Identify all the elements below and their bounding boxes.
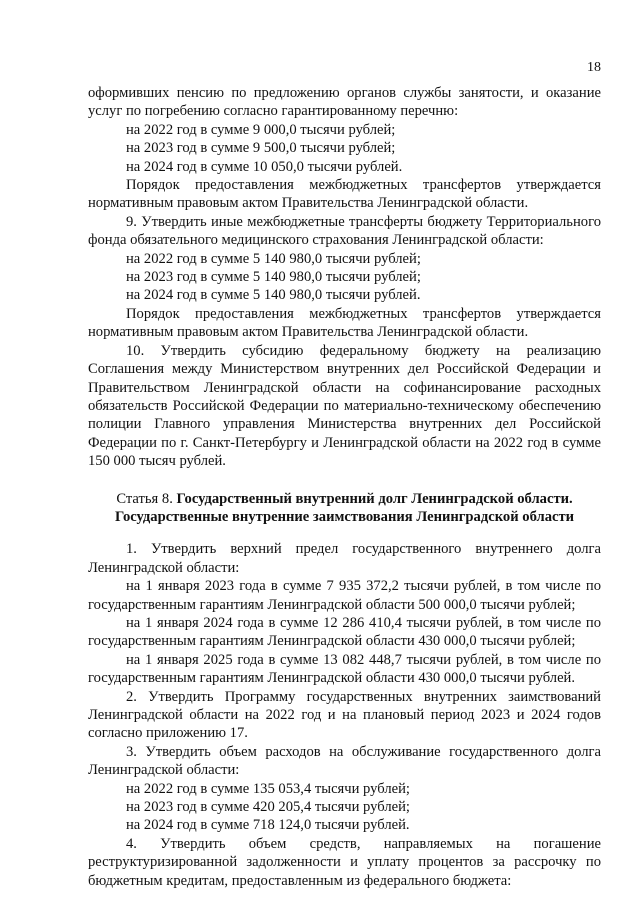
amount-line: на 2023 год в сумме 420 205,4 тысячи рублей; (126, 799, 410, 816)
amount-line: на 2022 год в сумме 9 000,0 тысячи рублей; (126, 121, 396, 138)
amount-line: на 2022 год в сумме 5 140 980,0 тысячи рублей; (126, 250, 421, 267)
amount-line: на 2022 год в сумме 135 053,4 тысячи рублей; (126, 780, 410, 797)
amount-line: на 2024 год в сумме 718 124,0 тысячи рублей. (126, 817, 410, 834)
article-prefix: Статья 8. (116, 490, 177, 507)
amount-line: на 2023 год в сумме 9 500,0 тысячи рублей; (126, 140, 396, 157)
debt-limit-2025: на 1 января 2025 года в сумме 13 082 448,7 тысячи рублей, в том числе по государственным гарантиям Ленинградской области 430 000,0 тысячи рублей. (88, 651, 601, 687)
paragraph-item-3: 3. Утвердить объем расходов на обслуживание государственного долга Ленинградской области: (88, 743, 601, 779)
article-title-line-2: Государственные внутренние заимствования Ленинградской области (114, 508, 575, 525)
paragraph: Порядок предоставления межбюджетных трансфертов утверждается нормативным правовым актом Правительства Ленинградской области. (88, 177, 601, 212)
document-body (88, 84, 601, 890)
amount-line: на 2023 год в сумме 5 140 980,0 тысячи рублей; (126, 269, 421, 286)
paragraph-item-4: 4. Утвердить объем средств, направляемых на погашение реструктуризированной задолженности и уплату процентов за рассрочку по бюджетным кредитам, предоставленным из федерального бюджета: (88, 835, 601, 889)
paragraph: Порядок предоставления межбюджетных трансфертов утверждается нормативным правовым актом Правительства Ленинградской области. (88, 305, 601, 341)
paragraph-continuation: оформивших пенсию по предложению органов службы занятости, и оказание услуг по погребению согласно гарантированному перечню: (88, 85, 601, 120)
paragraph-item-1: 1. Утвердить верхний предел государственного внутреннего долга Ленинградской области: (88, 541, 601, 576)
debt-limit-2024: на 1 января 2024 года в сумме 12 286 410,4 тысячи рублей, в том числе по государственным гарантиям Ленинградской области 430 000,0 тысячи рублей; (88, 614, 601, 650)
paragraph-item-10: 10. Утвердить субсидию федеральному бюджету на реализацию Соглашения между Министерством внутренних дел Российской Федерации и Правительством Ленинградской области на софинансирование расходных обязательств Российской Федерации по материально-техническому обеспечению полиции Главного управления Министерства внутренних дел Российской Федерации по г. Санкт-Петербургу и Ленинградской области на 2022 год в сумме 150 000 тысяч рублей. (88, 342, 601, 470)
paragraph-item-9: 9. Утвердить иные межбюджетные трансферты бюджету Территориального фонда обязательного медицинского страхования Ленинградской области: (88, 213, 601, 249)
debt-limit-2023: на 1 января 2023 года в сумме 7 935 372,2 тысячи рублей, в том числе по государственным гарантиям Ленинградской области 500 000,0 тысячи рублей; (88, 578, 601, 613)
amount-line: на 2024 год в сумме 5 140 980,0 тысячи рублей. (126, 287, 421, 304)
article-title-line-1: Государственный внутренний долг Ленинградской области. (176, 490, 573, 507)
paragraph-item-2: 2. Утвердить Программу государственных внутренних заимствований Ленинградской области на 2022 год и на плановый период 2023 и 2024 годов согласно приложению 17. (88, 688, 601, 742)
amount-line: на 2024 год в сумме 10 050,0 тысячи рублей. (126, 158, 403, 175)
article-title (88, 490, 601, 508)
page-number: 18 (587, 60, 601, 75)
